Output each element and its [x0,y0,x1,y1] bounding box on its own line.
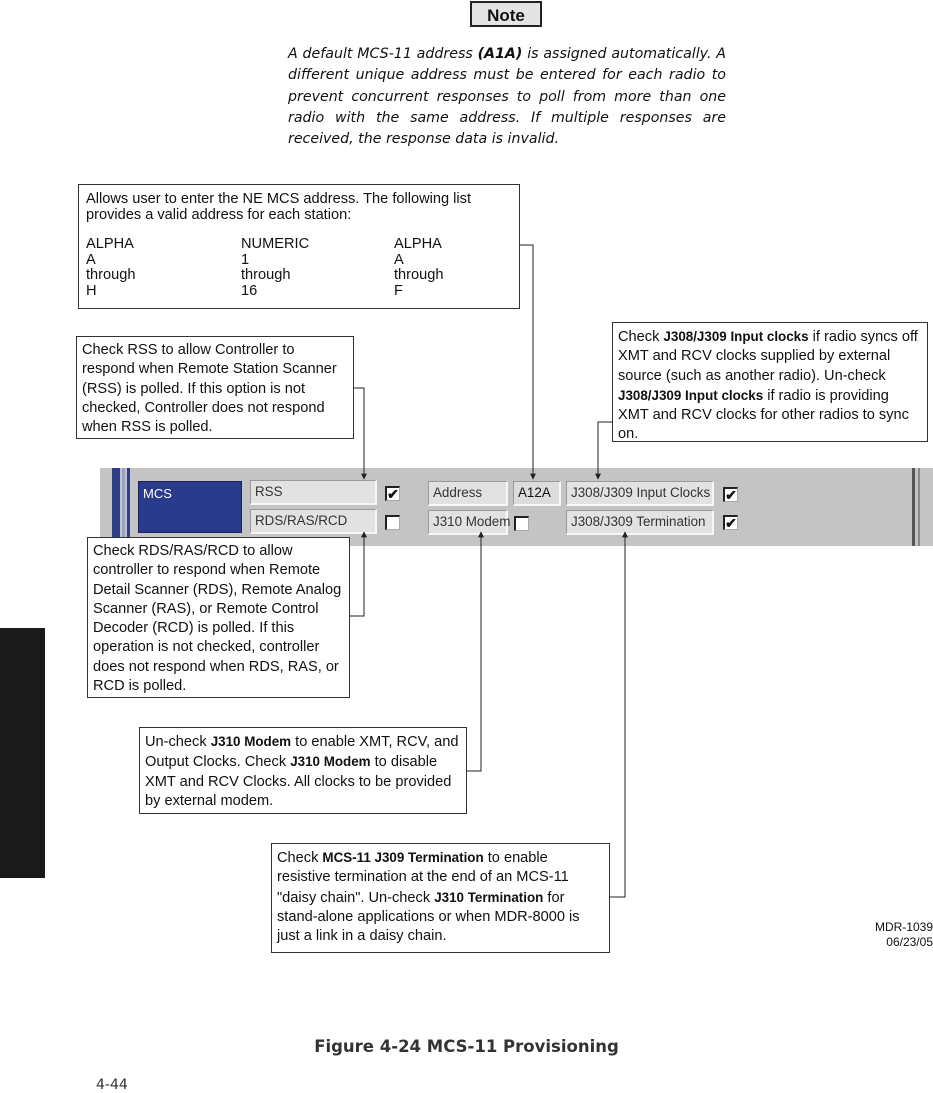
termination-text-2: to enable resistive termination at the end of an MCS-11 "daisy chain". Un-check [277,850,569,906]
modem-bold-2: J310 Modem [290,754,371,770]
note-text-start: A default MCS-11 address [288,46,478,62]
rds-ras-rcd-label: RDS/RAS/RCD [250,509,377,534]
modem-bold-1: J310 Modem [210,734,292,749]
termination-checkbox[interactable]: ✔ [723,515,738,530]
modem-text-3: to disable XMT and RCV Clocks. All clocks to be provided by external modem. [145,754,452,809]
rds-leader-line [350,532,364,616]
address-col3-header: ALPHA [394,236,442,252]
address-cell: 1 [241,251,250,268]
input-clocks-label: J308/J309 Input Clocks [566,481,714,506]
drawing-id [838,920,933,950]
chapter-side-tab [0,628,45,878]
address-cell: A [86,251,96,268]
address-cell: through [394,267,444,283]
modem-leader-line [467,532,481,771]
termination-text-3: for stand-alone applications or when MDR-8000 is just a link in a daisy chain. [277,889,580,945]
mcs-title: MCS [143,486,172,501]
figure-caption: Figure 4-24 MCS-11 Provisioning [314,1037,619,1056]
termination-label: J308/J309 Termination [566,510,714,535]
termination-leader-line [610,532,625,897]
rss-leader-line [354,388,364,479]
rss-callout-text: Check RSS to allow Controller to respond when Remote Station Scanner (RSS) is polled. If this option is not checked, Controller does not respond when RSS is polled. [82,342,337,436]
termination-bold-1: MCS-11 J309 Termination [322,850,484,865]
termination-bold-2: J310 Termination [434,889,544,905]
address-cell: F [394,282,403,299]
note-badge: Note [470,1,542,27]
drawing-number: MDR-1039 [874,920,933,934]
rds-ras-rcd-callout-text: Check RDS/RAS/RCD to allow controller to respond when Remote Detail Scanner (RDS), Remote Analog Scanner (RAS), or Remote Control Decoder (RCD) is polled. If this operation is not checked, controller does not respond when RDS, RAS, or RCD is polled. [93,543,342,695]
page-number: 4-44 [96,1077,128,1093]
address-callout-intro: Allows user to enter the NE MCS address. The following list provides a valid address for each station: [86,191,472,223]
rss-label: RSS [250,480,377,505]
address-cell: 16 [241,282,258,299]
address-col1-header: ALPHA [86,236,134,252]
input-clocks-checkbox[interactable]: ✔ [723,487,738,502]
address-label: Address [428,481,508,506]
input-clocks-text-3: if radio is providing XMT and RCV clocks for other radios to sync on. [618,387,909,443]
termination-text-1: Check [277,850,323,866]
address-cell: A [394,251,404,268]
note-text-end: is assigned automatically. A different unique address must be entered for each radio to prevent concurrent responses to poll from more than one radio with the same address. If multiple responses are received, the response data is invalid. [288,46,726,148]
address-cell: H [86,282,97,299]
input-clocks-bold-2: J308/J309 Input clocks [618,387,764,403]
address-cell: through [86,267,136,283]
input-clocks-text-1: Check [618,329,664,345]
rss-checkbox[interactable]: ✔ [385,486,400,501]
input-clocks-text-2: if radio syncs off XMT and RCV clocks supplied by external source (such as another radio). Un-check [618,329,918,384]
modem-text-2: to enable XMT, RCV, and Output Clocks. Check [145,734,459,771]
input-clocks-bold-1: J308/J309 Input clocks [663,329,809,344]
address-input[interactable]: A12A [513,481,561,506]
address-col2-header: NUMERIC [241,236,310,252]
j310-modem-label: J310 Modem [428,510,508,535]
input-clocks-leader-line [598,422,612,479]
address-cell: through [241,267,291,283]
note-default-address: (A1A) [477,46,523,62]
modem-text-1: Un-check [145,734,211,750]
drawing-date: 06/23/05 [886,935,933,949]
address-leader-line [520,245,533,479]
